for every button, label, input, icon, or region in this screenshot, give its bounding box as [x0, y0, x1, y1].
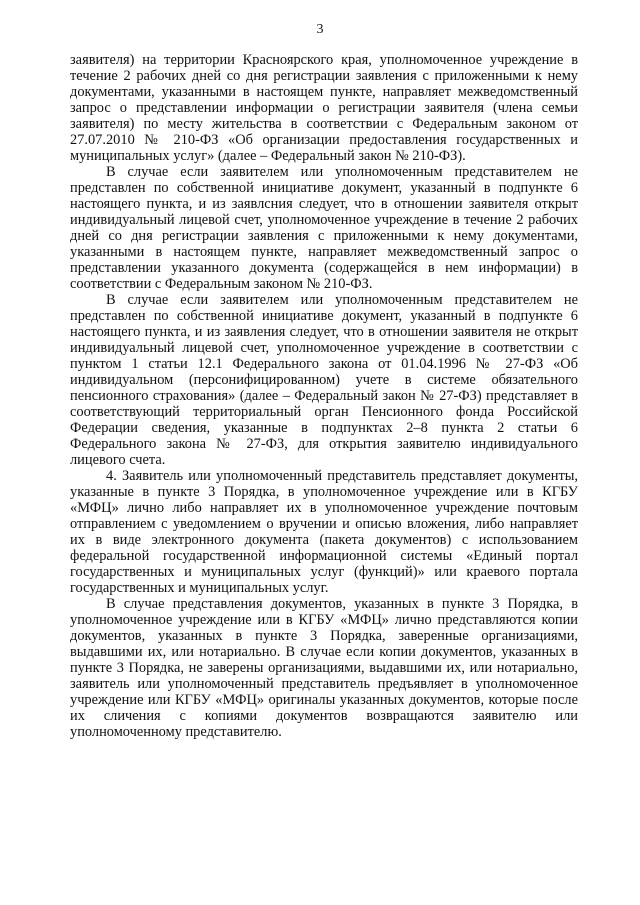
paragraph-3: В случае если заявителем или уполномоченным представителем не представлен по собственной инициативе документ, указанный в подпункте 6 настоящего пункта, и из заявления следует, что в отношении заявителя не открыт индивидуальный лицевой счет, уполномоченное учреждение в соответствии с пунктом 1 статьи 12.1 Федерального закона от 01.04.1996 № 27-ФЗ «Об индивидуальном (персонифицированном) учете в системе обязательного пенсионного страхования» (далее – Федеральный закон № 27-ФЗ) представляет в соответствующий территориальный орган Пенсионного фонда Российской Федерации сведения, указанные в подпунктах 2–8 пункта 2 статьи 6 Федерального закона № 27-ФЗ, для открытия заявителю индивидуального лицевого счета.	[70, 292, 578, 468]
paragraph-1: заявителя) на территории Красноярского края, уполномоченное учреждение в течение 2 рабочих дней со дня регистрации заявления с приложенными к нему документами, указанными в настоящем пункте, направляет межведомственный запрос о представлении информации о регистрации заявителя (члена семьи заявителя) по месту жительства в соответствии с Федеральным законом от 27.07.2010 № 210-ФЗ «Об организации предоставления государственных и муниципальных услуг» (далее – Федеральный закон № 210-ФЗ).	[70, 52, 578, 164]
paragraph-4: 4. Заявитель или уполномоченный представитель представляет документы, указанные в пункте 3 Порядка, в уполномоченное учреждение или в КГБУ «МФЦ» лично либо направляет их в уполномоченное учреждение почтовым отправлением с уведомлением о вручении и описью вложения, либо направляет их в виде электронного документа (пакета документов) с использованием федеральной государственной информационной системы «Единый портал государственных и муниципальных услуг (функций)» или краевого портала государственных и муниципальных услуг.	[70, 468, 578, 596]
paragraph-5: В случае представления документов, указанных в пункте 3 Порядка, в уполномоченное учреждение или в КГБУ «МФЦ» лично представляются копии документов, указанных в пункте 3 Порядка, заверенные организациями, выдавшими их, или нотариально. В случае если копии документов, указанных в пункте 3 Порядка, не заверены организациями, выдавшими их, или нотариально, заявитель или уполномоченный представитель предъявляет в уполномоченное учреждение или КГБУ «МФЦ» оригиналы указанных документов, которые после их сличения с копиями документов возвращаются заявителю или уполномоченному представителю.	[70, 596, 578, 740]
paragraph-2: В случае если заявителем или уполномоченным представителем не представлен по собственной инициативе документ, указанный в подпункте 6 настоящего пункта, и из заявлсния следует, что в отношении заявителя открыт индивидуальный лицевой счет, уполномоченное учреждение в течение 2 рабочих дней со дня регистрации заявления с приложенными к нему документами, указанными в настоящем пункте, направляет межведомственный запрос о представлении указанного документа (содержащейся в нем информации) в соответствии с Федеральным законом № 210-ФЗ.	[70, 164, 578, 292]
document-body	[70, 52, 578, 740]
page-number: 3	[316, 22, 324, 37]
